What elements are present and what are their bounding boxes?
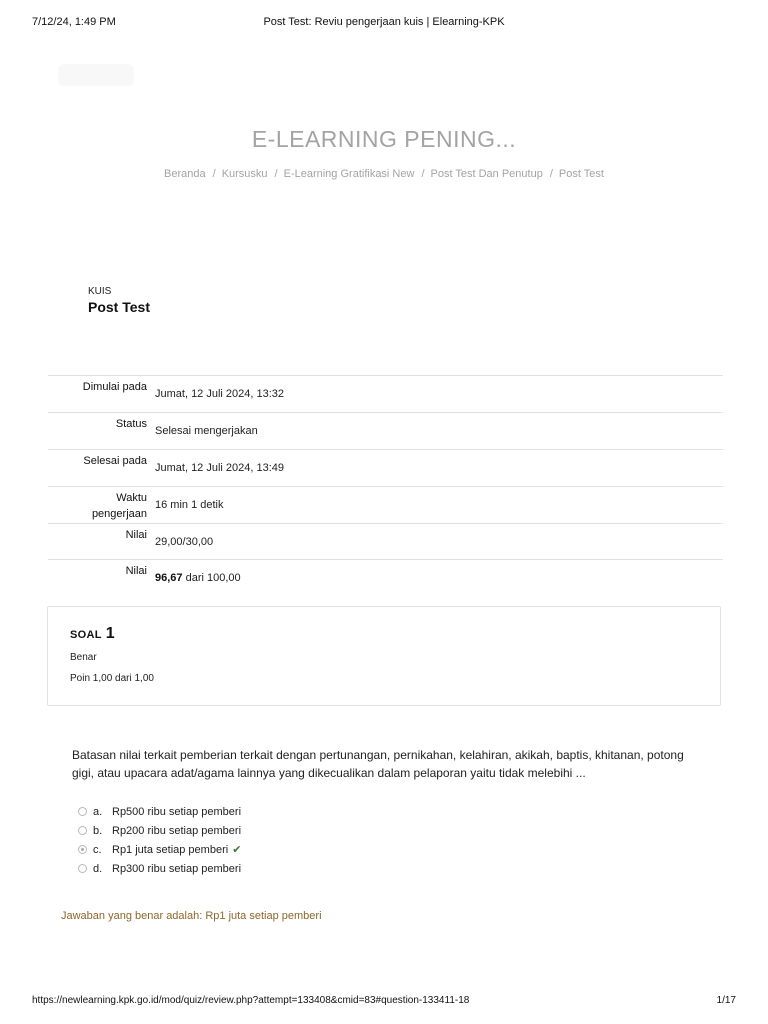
summary-label: Nilai [125,565,147,577]
question-text: Batasan nilai terkait pemberian terkait dengan pertunangan, pernikahan, kelahiran, akikah, baptis, khitanan, potong gigi, atau upacara adat/agama lainnya yang dikecualikan dalam pelaporan yaitu tidak melebihi ... [72,748,684,780]
breadcrumb-separator: / [274,168,278,180]
breadcrumb-separator: / [212,168,216,180]
correct-answer-feedback: Jawaban yang benar adalah: Rp1 juta setiap pemberi [61,910,322,922]
site-logo[interactable] [58,64,134,86]
summary-value: 16 min 1 detik [155,499,224,511]
print-header [32,16,736,32]
print-page-number: 1/17 [716,995,736,1006]
question-state: Benar [70,652,97,663]
site-title: E-LEARNING PENING... [251,126,517,152]
radio-button-selected[interactable] [78,845,87,854]
breadcrumb-separator: / [549,168,553,180]
summary-row-completed [48,450,723,487]
activity-title: Post Test [88,299,150,315]
summary-value: 29,00/30,00 [155,536,214,548]
print-footer [32,995,736,1009]
option-text: Rp500 ribu setiap pemberi [112,805,242,818]
question-number [70,625,115,643]
option-letter: d. [93,862,103,875]
print-datetime: 7/12/24, 1:49 PM [32,16,116,28]
option-text: Rp1 juta setiap pemberi [112,843,229,856]
print-document-title: Post Test: Reviu pengerjaan kuis | Elearning-KPK [263,16,505,28]
question-number-value: 1 [105,625,115,642]
activity-type-label: KUIS [88,286,112,297]
breadcrumb-separator: / [421,168,425,180]
answer-option [78,802,241,821]
check-icon: ✔ [232,844,242,856]
breadcrumb-item-activity[interactable]: Post Test [558,168,604,180]
print-url: https://newlearning.kpk.go.id/mod/quiz/review.php?attempt=133408&cmid=83#question-133411-18 [32,995,470,1006]
summary-label-line: Waktu [116,492,147,504]
option-text: Rp200 ribu setiap pemberi [112,824,242,837]
answer-option-selected [78,840,241,859]
radio-button[interactable] [78,864,87,873]
summary-value: Jumat, 12 Juli 2024, 13:49 [155,462,285,474]
summary-row-marks [48,524,723,560]
question-info-box [47,606,721,706]
answer-option [78,821,241,840]
radio-button[interactable] [78,826,87,835]
grade-suffix: dari 100,00 [185,572,241,584]
summary-value: Selesai mengerjakan [155,425,258,437]
breadcrumb-item-course[interactable]: E-Learning Gratifikasi New [283,168,415,180]
summary-row-grade [48,560,723,596]
breadcrumb-item-beranda[interactable]: Beranda [164,168,206,180]
option-letter: a. [93,805,103,818]
radio-button[interactable] [78,807,87,816]
breadcrumb [0,168,768,180]
activity-header [88,286,150,315]
option-letter: b. [93,824,103,837]
breadcrumb-item-section[interactable]: Post Test Dan Penutup [430,168,543,180]
summary-row-duration [48,487,723,524]
grade-score: 96,67 [155,572,183,584]
quiz-review-summary [48,375,723,596]
breadcrumb-item-kursusku[interactable]: Kursusku [221,168,268,180]
question-grade: Poin 1,00 dari 1,00 [70,673,154,684]
summary-row-status [48,413,723,450]
summary-label: Nilai [125,529,147,541]
answer-options [78,802,241,878]
summary-label-line: pengerjaan [91,508,147,520]
option-letter: c. [93,843,102,856]
summary-value: Jumat, 12 Juli 2024, 13:32 [155,388,285,400]
summary-label: Selesai pada [83,455,147,467]
summary-label: Dimulai pada [82,381,147,393]
summary-row-started [48,376,723,413]
answer-option [78,859,241,878]
option-text: Rp300 ribu setiap pemberi [112,862,242,875]
summary-label: Status [115,418,147,430]
question-label: SOAL [70,629,102,641]
summary-label [48,487,155,524]
summary-value [155,560,723,596]
